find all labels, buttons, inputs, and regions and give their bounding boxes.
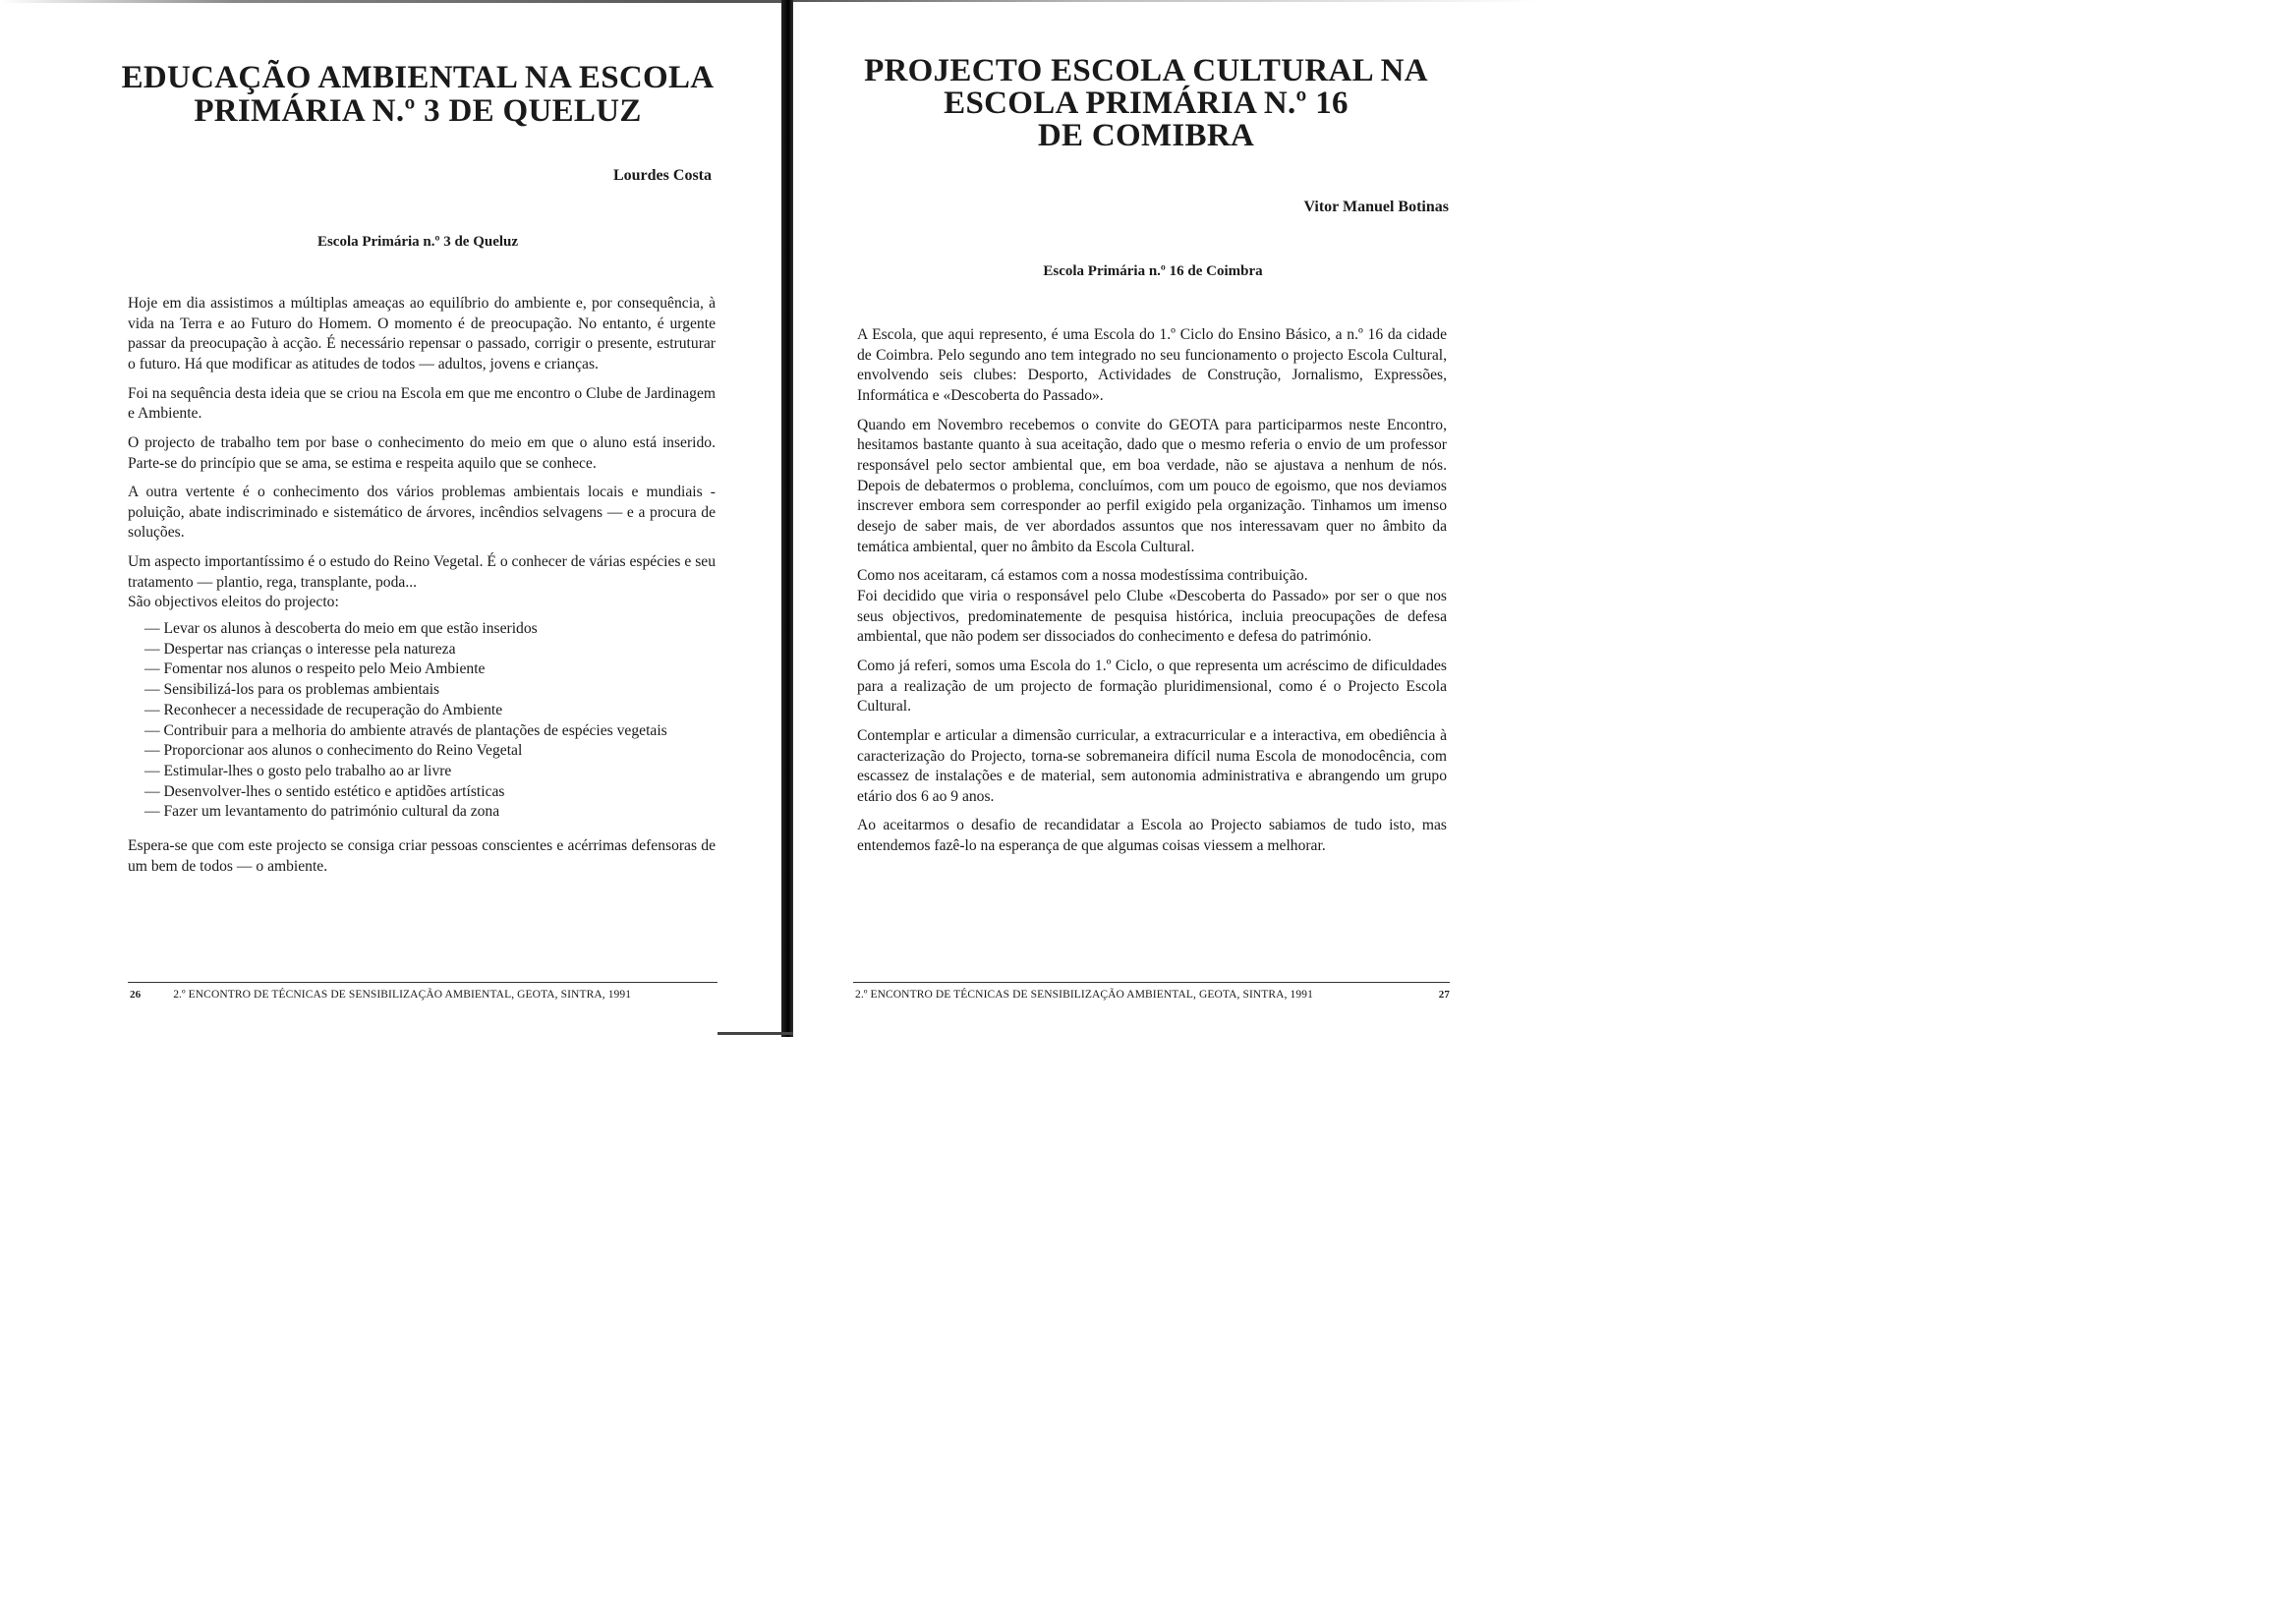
- list-item: — Sensibilizá-los para os problemas ambientais: [128, 680, 716, 701]
- paragraph: Um aspecto importantíssimo é o estudo do Reino Vegetal. É o conhecer de várias espécies e seu tratamento — plantio, rega, transplante, poda...: [128, 552, 716, 591]
- school-affiliation: Escola Primária n.º 16 de Coimbra: [1043, 263, 1263, 279]
- closing-paragraph: Espera-se que com este projecto se consiga criar pessoas conscientes e acérrimas defensoras de um bem de todos — o ambiente.: [128, 837, 716, 875]
- title-line: PROJECTO ESCOLA CULTURAL NA: [864, 53, 1428, 88]
- title-line: PRIMÁRIA N.º 3 DE QUELUZ: [194, 93, 642, 129]
- author-name: Lourdes Costa: [612, 167, 712, 184]
- school-affiliation: Escola Primária n.º 3 de Queluz: [316, 234, 519, 250]
- list-item: — Fomentar nos alunos o respeito pelo Meio Ambiente: [128, 659, 716, 680]
- list-item: — Levar os alunos à descoberta do meio em que estão inseridos: [128, 619, 716, 640]
- paragraph: Como nos aceitaram, cá estamos com a nossa modestíssima contribuição.: [857, 567, 1308, 585]
- title-line: EDUCAÇÃO AMBIENTAL NA ESCOLA: [121, 60, 715, 95]
- paragraph: Hoje em dia assistimos a múltiplas ameaças ao equilíbrio do ambiente e, por consequência, à vida na Terra e ao Futuro do Homem. O momento é de preocupação. No entanto, é urgente passar da preocupação à acção. É necessário repensar o passado, corrigir o presente, estruturar o futuro. Há que modificar as atitudes de todos — adultos, jovens e crianças.: [128, 295, 716, 373]
- right-page: [794, 0, 1541, 1078]
- list-item: — Desenvolver-lhes o sentido estético e aptidões artísticas: [128, 782, 716, 803]
- footer-text: 2.º ENCONTRO DE TÉCNICAS DE SENSIBILIZAÇÃO AMBIENTAL, GEOTA, SINTRA, 1991: [173, 989, 632, 1001]
- article-title: [103, 61, 732, 128]
- list-item: — Contribuir para a melhoria do ambiente através de plantações de espécies vegetais: [128, 721, 716, 742]
- page-number: 27: [1438, 989, 1450, 1001]
- paragraph: A Escola, que aqui represento, é uma Escola do 1.º Ciclo do Ensino Básico, a n.º 16 da cidade de Coimbra. Pelo segundo ano tem integrado no seu funcionamento o projecto Escola Cultural, envolvendo seis clubes: Desporto, Actividades de Construção, Jornalismo, Expressões, Informática e «Descoberta do Passado».: [857, 326, 1447, 405]
- list-item: — Despertar nas crianças o interesse pela natureza: [128, 640, 716, 660]
- paragraph: Contemplar e articular a dimensão curricular, a extracurricular e a interactiva, em obediência à caracterização do Projecto, torna-se sobremaneira difícil numa Escola de monodocência, com escassez de instalações e de material, sem autonomia administrativa e abrangendo um grupo etário dos 6 ao 9 anos.: [857, 726, 1447, 805]
- article-body: [857, 325, 1447, 866]
- page-footer: [130, 989, 719, 1001]
- title-line: ESCOLA PRIMÁRIA N.º 16: [944, 86, 1349, 121]
- paragraph: A outra vertente é o conhecimento dos vários problemas ambientais locais e mundiais - poluição, abate indiscriminado e sistemático de árvores, incêndios selvagens — e a procura de soluções.: [128, 484, 716, 542]
- paragraph: Como já referi, somos uma Escola do 1.º Ciclo, o que representa um acréscimo de dificuldades para a realização de um projecto de formação pluridimensional, como é o Projecto Escola Cultural.: [857, 657, 1447, 716]
- page-number: 26: [130, 989, 142, 1001]
- paragraph: São objectivos eleitos do projecto:: [128, 594, 339, 611]
- author-name: Vitor Manuel Botinas: [1303, 199, 1449, 215]
- title-line: DE COMIBRA: [1037, 118, 1255, 153]
- list-item: — Reconhecer a necessidade de recuperação do Ambiente: [128, 701, 716, 721]
- list-item: — Fazer um levantamento do património cultural da zona: [128, 802, 716, 823]
- article-title: [841, 55, 1451, 152]
- objectives-list: [128, 619, 716, 823]
- footer-text: 2.º ENCONTRO DE TÉCNICAS DE SENSIBILIZAÇÃO AMBIENTAL, GEOTA, SINTRA, 1991: [855, 989, 1313, 1001]
- list-item: — Proporcionar aos alunos o conhecimento do Reino Vegetal: [128, 741, 716, 762]
- footer-rule: [128, 982, 718, 983]
- paragraph: Ao aceitarmos o desafio de recandidatar a Escola ao Projecto sabiamos de tudo isto, mas entendemos fazê-lo na esperança de que algumas coisas viessem a melhorar.: [857, 817, 1447, 855]
- article-body: [128, 294, 716, 886]
- paragraph: Quando em Novembro recebemos o convite do GEOTA para participarmos neste Encontro, hesitamos bastante quanto à sua aceitação, dado que o mesmo referia o envio de um professor responsável pelo sector ambiental que, em boa verdade, não se ajustava a nenhum de nós. Depois de debatermos o problema, concluímos, com um pouco de egoismo, que nos deviamos inscrever embora sem corresponder ao perfil exigido pela organização. Tinhamos um imenso desejo de saber mais, de ver abordados assuntos que nos interessavam quer no âmbito da temática ambiental, quer no âmbito da Escola Cultural.: [857, 416, 1447, 555]
- paragraph: O projecto de trabalho tem por base o conhecimento do meio em que o aluno está inserido. Parte-se do princípio que se ama, se estima e respeita aquilo que se conhece.: [128, 433, 716, 472]
- paragraph: Foi na sequência desta ideia que se criou na Escola em que me encontro o Clube de Jardinagem e Ambiente.: [128, 384, 716, 423]
- left-page: [0, 0, 786, 1078]
- page-footer: [855, 989, 1450, 1001]
- list-item: — Estimular-lhes o gosto pelo trabalho ao ar livre: [128, 762, 716, 782]
- paragraph: Foi decidido que viria o responsável pelo Clube «Descoberta do Passado» por ser o que nos seus objectivos, predominatemente de pesquisa histórica, incluia preocupações de defesa ambiental, que não podem ser dissociados do conhecimento e defesa do património.: [857, 588, 1447, 646]
- footer-rule: [853, 982, 1450, 983]
